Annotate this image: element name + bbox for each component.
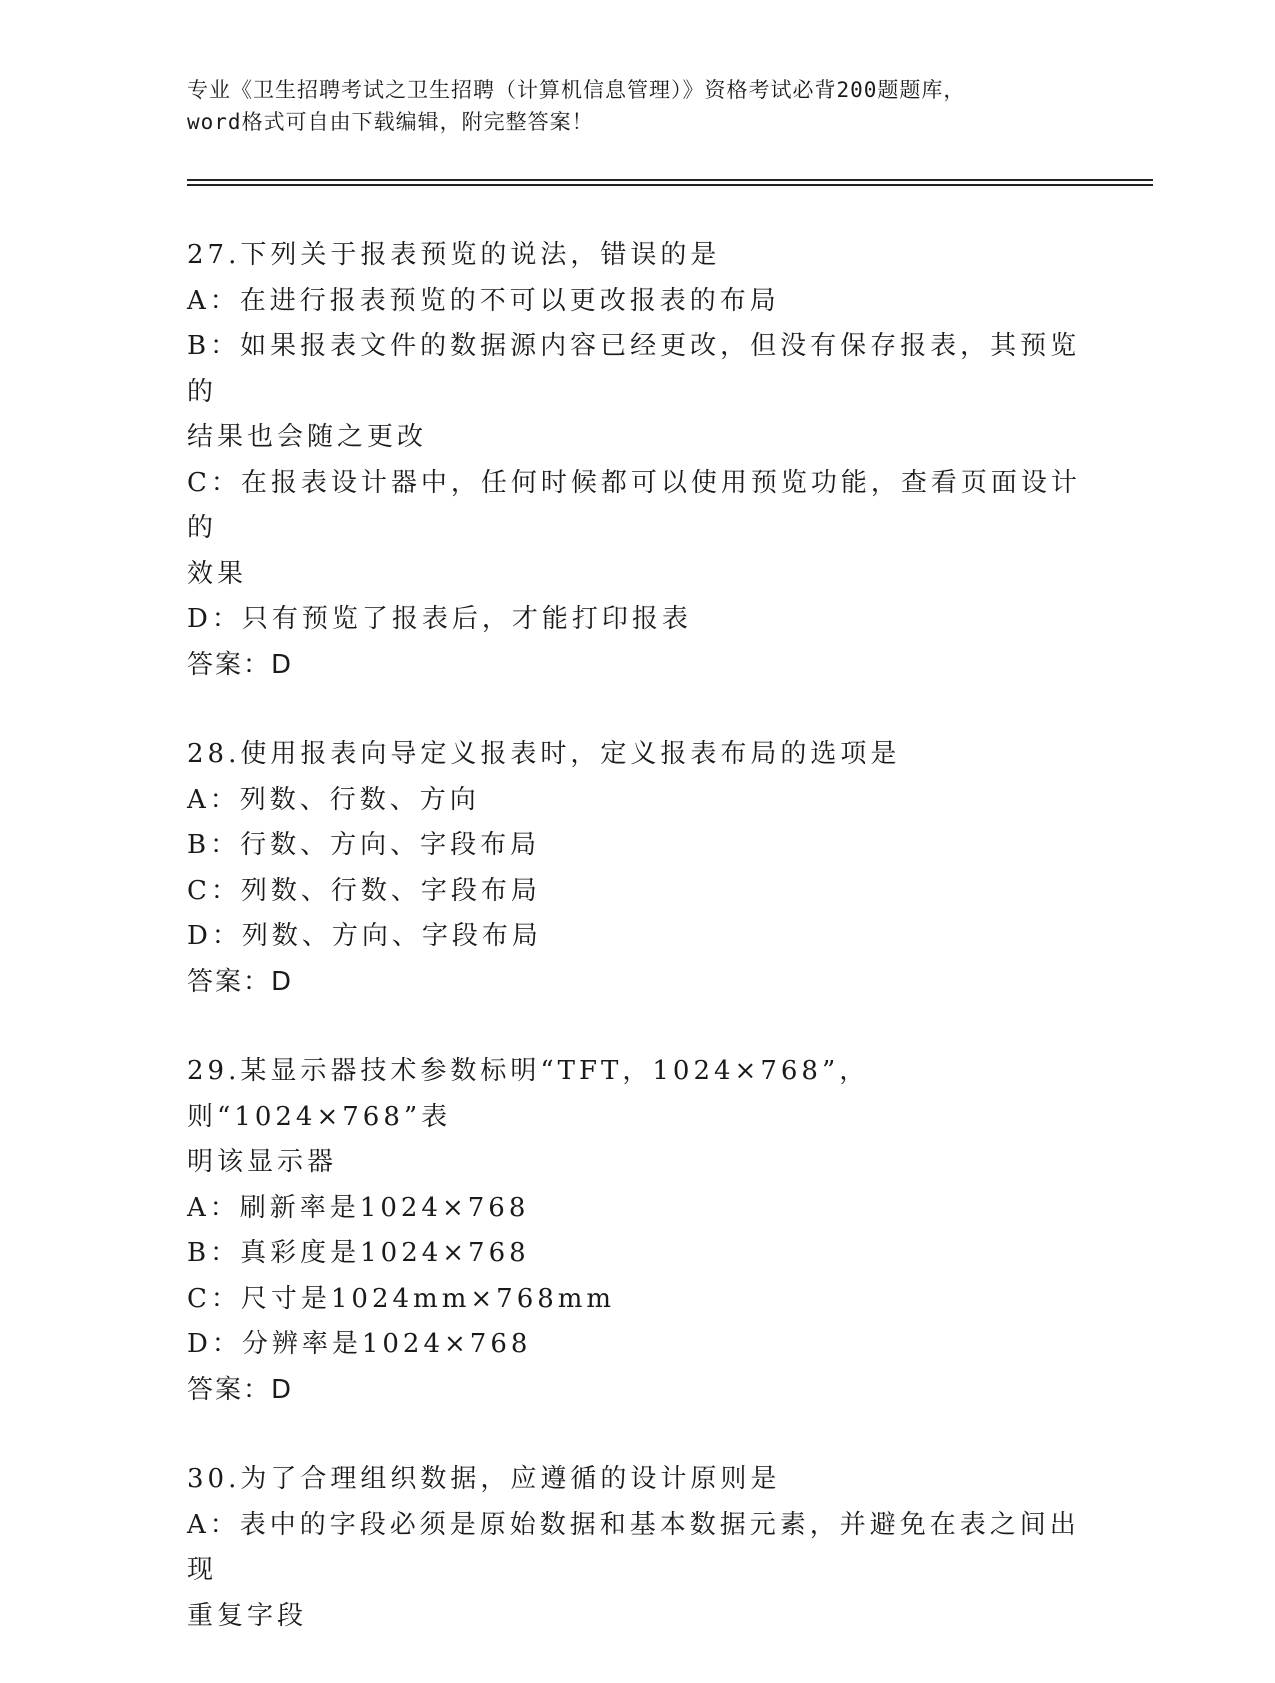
header-line-1: 专业《卫生招聘考试之卫生招聘（计算机信息管理）》资格考试必背200题题库， [187, 78, 966, 102]
option-d: D：分辨率是1024×768 [187, 1329, 532, 1359]
question-stem: 30.为了合理组织数据，应遵循的设计原则是 [187, 1464, 781, 1494]
question-stem-continued: 明该显示器 [187, 1147, 338, 1177]
question-29 [187, 1049, 1087, 1413]
option-b: B：行数、方向、字段布局 [187, 830, 541, 860]
option-d: D：列数、方向、字段布局 [187, 921, 542, 951]
option-d: D：只有预览了报表后，才能打印报表 [187, 604, 692, 634]
option-a: A：列数、行数、方向 [187, 784, 480, 815]
option-a-continued: 重复字段 [187, 1600, 308, 1631]
option-b-continued: 结果也会随之更改 [187, 422, 428, 452]
option-c-continued: 效果 [187, 558, 248, 589]
question-27 [187, 233, 1087, 688]
answer: 答案：D [187, 1374, 294, 1405]
option-c: C：尺寸是1024mm×768mm [187, 1283, 616, 1314]
answer: 答案：D [187, 649, 294, 680]
header-divider-bottom [187, 184, 1153, 186]
question-stem: 29.某显示器技术参数标明“TFT，1024×768”，则“1024×768”表 [187, 1056, 870, 1132]
option-c: C：在报表设计器中，任何时候都可以使用预览功能，查看页面设计的 [187, 467, 1081, 543]
option-a: A：在进行报表预览的不可以更改报表的布局 [187, 285, 780, 316]
question-28 [187, 732, 1087, 1005]
answer: 答案：D [187, 966, 294, 997]
header-divider-top [187, 179, 1153, 181]
document-header [187, 74, 1087, 138]
question-list [187, 233, 1087, 1683]
question-stem: 28.使用报表向导定义报表时，定义报表布局的选项是 [187, 739, 901, 769]
header-line-2: word格式可自由下载编辑，附完整答案！ [187, 110, 594, 134]
question-stem: 27.下列关于报表预览的说法，错误的是 [187, 240, 721, 270]
option-c: C：列数、行数、字段布局 [187, 875, 541, 906]
option-a: A：表中的字段必须是原始数据和基本数据元素，并避免在表之间出现 [187, 1509, 1080, 1585]
option-b: B：真彩度是1024×768 [187, 1238, 530, 1268]
option-a: A：刷新率是1024×768 [187, 1192, 530, 1223]
question-30 [187, 1457, 1087, 1639]
option-b: B：如果报表文件的数据源内容已经更改，但没有保存报表，其预览的 [187, 331, 1081, 407]
